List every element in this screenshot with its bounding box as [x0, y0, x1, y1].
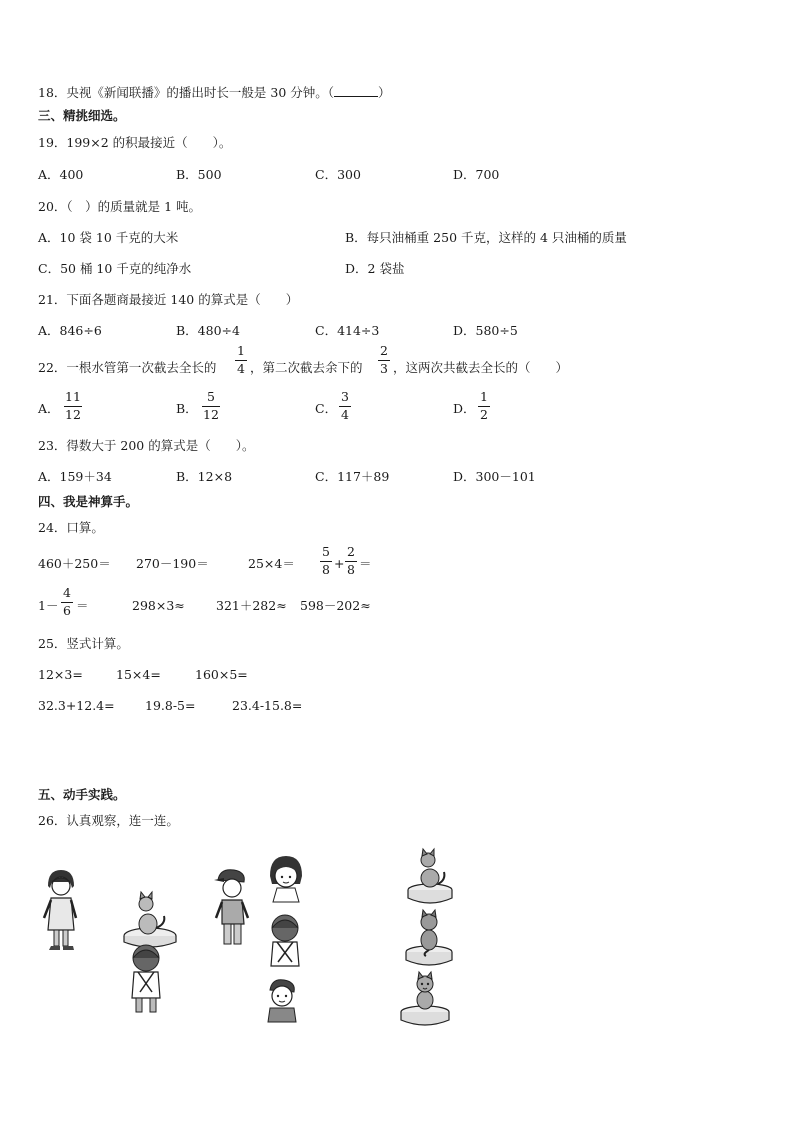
cat-side-view-illustration: [404, 848, 456, 908]
q23-option-d[interactable]: D．300－101: [453, 469, 536, 484]
q21-option-b[interactable]: B．480÷4: [176, 323, 240, 338]
denominator: 12: [203, 407, 219, 422]
boy-with-cap-illustration: [210, 866, 252, 952]
q20-option-d[interactable]: D．2 袋盐: [345, 261, 405, 276]
q24-expr-4-fraction-1: [319, 545, 333, 578]
denominator: 6: [63, 603, 71, 618]
denominator: 12: [65, 407, 81, 422]
q24-expr-3: 25×4＝: [248, 556, 295, 571]
q23-stem: 23．得数大于 200 的算式是（ ）。: [38, 438, 255, 453]
q22-part1: 22．一根水管第一次截去全长的: [38, 360, 217, 375]
q22-option-b-fraction: [201, 390, 221, 423]
q25-expr-4: 32.3+12.4=: [38, 698, 115, 713]
q22-option-d[interactable]: D．: [453, 401, 476, 416]
q22-part2: ，第二次截去余下的: [250, 360, 363, 375]
q24-expr-6: 298×3≈: [132, 598, 185, 613]
q22-part3: ，这两次共截去全长的（ ）: [393, 360, 569, 375]
numerator: 11: [65, 389, 81, 404]
q25-expr-6: 23.4-15.8=: [232, 698, 303, 713]
q21-option-d[interactable]: D．580÷5: [453, 323, 518, 338]
cat-on-pedestal-with-child-illustration: [120, 886, 182, 1018]
q18-stem: 18．央视《新闻联播》的播出时长一般是 30 分钟。（: [38, 85, 335, 100]
q25-expr-5: 19.8-5=: [145, 698, 196, 713]
q25-title: 25．竖式计算。: [38, 636, 129, 651]
q18-text: [38, 84, 391, 101]
q22-fraction-1: [234, 344, 248, 377]
q24-expr-1: 460＋250＝: [38, 556, 111, 571]
q24-expr-4-operator: +: [334, 556, 345, 571]
q24-expr-5-prefix: 1－: [38, 598, 59, 613]
q24-expr-5-fraction: [60, 586, 74, 619]
q25-expr-1: 12×3=: [38, 667, 83, 682]
q18-answer-blank[interactable]: [334, 84, 378, 97]
q19-option-c[interactable]: C．300: [315, 167, 361, 182]
q22-option-a[interactable]: A．: [38, 401, 60, 416]
q24-expr-7: 321＋282≈: [216, 598, 287, 613]
section-5-heading: 五、动手实践。: [38, 787, 126, 802]
denominator: 8: [322, 562, 330, 577]
q24-expr-2: 270－190＝: [136, 556, 209, 571]
section-3-heading: 三、精挑细选。: [38, 108, 126, 123]
q20-option-b[interactable]: B．每只油桶重 250 千克，这样的 4 只油桶的质量: [345, 230, 627, 245]
denominator: 3: [380, 361, 388, 376]
denominator: 2: [480, 407, 488, 422]
q22-option-c[interactable]: C．: [315, 401, 338, 416]
q20-option-c[interactable]: C．50 桶 10 千克的纯净水: [38, 261, 192, 276]
numerator: 4: [63, 585, 71, 600]
numerator: 2: [380, 343, 388, 358]
q22-option-b[interactable]: B．: [176, 401, 198, 416]
q22-option-d-fraction: [477, 390, 491, 423]
boy-face-illustration: [264, 976, 300, 1024]
q19-option-a[interactable]: A．400: [38, 167, 84, 182]
denominator: 4: [341, 407, 349, 422]
cat-front-view-illustration: [398, 970, 452, 1030]
q22-fraction-2: [377, 344, 391, 377]
q21-stem: 21．下面各题商最接近 140 的算式是（ ）: [38, 292, 299, 307]
q24-title: 24．口算。: [38, 520, 104, 535]
q24-expr-4-fraction-2: [344, 545, 358, 578]
q26-title: 26．认真观察，连一连。: [38, 813, 179, 828]
q25-expr-2: 15×4=: [116, 667, 161, 682]
q20-stem: 20．（ ）的质量就是 1 吨。: [38, 199, 202, 214]
denominator: 4: [237, 361, 245, 376]
q19-option-b[interactable]: B．500: [176, 167, 222, 182]
girl-face-illustration: [267, 854, 305, 904]
q23-option-b[interactable]: B．12×8: [176, 469, 233, 484]
q18-close: ）: [378, 85, 391, 100]
child-back-view-illustration: [266, 912, 304, 968]
numerator: 3: [341, 389, 349, 404]
denominator: 8: [347, 562, 355, 577]
numerator: 2: [347, 544, 355, 559]
q21-option-a[interactable]: A．846÷6: [38, 323, 102, 338]
q24-expr-4-equals: ＝: [359, 556, 372, 571]
numerator: 5: [322, 544, 330, 559]
q19-option-d[interactable]: D．700: [453, 167, 500, 182]
q22-option-a-fraction: [63, 390, 83, 423]
cat-back-view-illustration: [402, 908, 456, 970]
section-4-heading: 四、我是神算手。: [38, 494, 139, 509]
q25-expr-3: 160×5=: [195, 667, 248, 682]
q21-option-c[interactable]: C．414÷3: [315, 323, 380, 338]
q24-expr-5-equals: ＝: [76, 598, 89, 613]
numerator: 1: [480, 389, 488, 404]
q20-option-a[interactable]: A．10 袋 10 千克的大米: [38, 230, 179, 245]
q19-stem: 19．199×2 的积最接近（ ）。: [38, 135, 232, 150]
q23-option-a[interactable]: A．159＋34: [38, 469, 112, 484]
numerator: 1: [237, 343, 245, 358]
q24-expr-8: 598－202≈: [300, 598, 371, 613]
numerator: 5: [207, 389, 215, 404]
q23-option-c[interactable]: C．117＋89: [315, 469, 390, 484]
q22-option-c-fraction: [338, 390, 352, 423]
girl-standing-illustration: [36, 868, 86, 954]
